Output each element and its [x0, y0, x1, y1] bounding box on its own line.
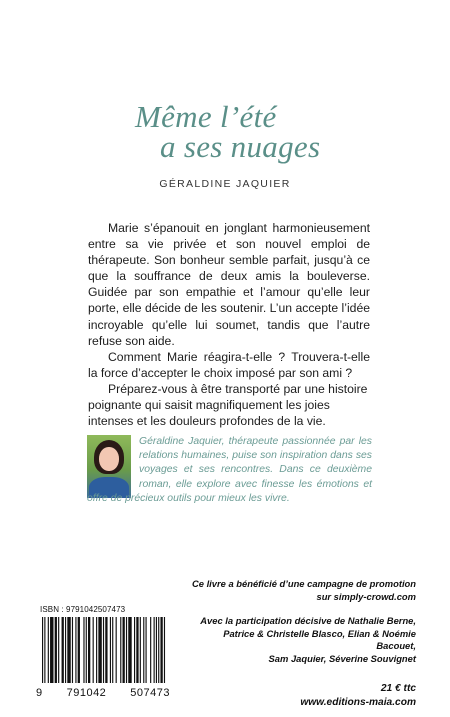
barcode-bar: [48, 617, 49, 683]
title-line-2: a ses nuages: [160, 129, 321, 164]
barcode-bar: [96, 617, 97, 683]
author-bio-text: Géraldine Jaquier, thérapeute passionnée par les relations humaines, puise son inspiration dans ses voyages et ses rencontres. Dans ce deuxième roman, elle explore avec finesse les émotions et offre de précieux outils pour mieux les vivre.: [87, 436, 372, 504]
barcode-bar: [110, 617, 111, 683]
barcode-bar: [140, 617, 141, 683]
participation-line-1: Avec la participation décisive de Nathalie Berne,: [200, 615, 416, 626]
barcode-bar: [86, 617, 87, 683]
barcode-bar: [158, 617, 159, 683]
barcode-bar: [42, 617, 43, 683]
barcode-bar: [150, 617, 151, 683]
promo-line-1: Ce livre a bénéficié d’une campagne de promotion: [191, 578, 416, 589]
barcode-bar: [126, 617, 127, 683]
barcode-bar: [72, 617, 73, 683]
barcode-bar: [93, 617, 94, 683]
barcode-bar: [58, 617, 59, 683]
promo-line-2: sur simply-crowd.com: [316, 590, 416, 602]
author-bio-section: [87, 435, 372, 505]
price-label: 21 € ttc: [380, 683, 416, 694]
synopsis-paragraph-3: Préparez-vous à être transporté par une histoire poignante qui saisit magnifiquement les joies intenses et les douleurs profondes de la vie.: [88, 381, 368, 429]
barcode-bar: [98, 617, 101, 683]
barcode-bar: [44, 617, 45, 683]
barcode-bar: [123, 617, 125, 683]
barcode-bars: [40, 617, 166, 687]
synopsis-paragraph-1: Marie s’épanouit en jonglant harmonieusement entre sa vie privée et son nouvel emploi de thérapeute. Son bonheur semble parfait, jusqu’à ce que la souffrance de deux amis la bouleverse. Guidée par son empathie et l’amour qu’elle leur porte, elle décide de les soutenir. L’un accepte l’idée incroyable qu’elle lui soumet, tandis que l’autre refuse son aide.: [88, 221, 370, 348]
barcode-bar: [88, 617, 90, 683]
barcode-bar: [105, 617, 107, 683]
barcode: [36, 617, 170, 701]
barcode-bar: [67, 617, 70, 683]
barcode-digits: [36, 687, 170, 699]
barcode-bar: [143, 617, 144, 683]
barcode-bar: [164, 617, 165, 683]
barcode-bar: [156, 617, 157, 683]
barcode-bar: [154, 617, 155, 683]
author-bio: [87, 435, 372, 506]
author-name: GÉRALDINE JAQUIER: [159, 178, 291, 190]
barcode-bar: [112, 617, 113, 683]
barcode-bar: [160, 617, 162, 683]
barcode-bar: [134, 617, 135, 683]
barcode-bar: [128, 617, 131, 683]
barcode-digit-group-1: 791042: [66, 687, 107, 699]
barcode-bar: [103, 617, 104, 683]
barcode-bar: [62, 617, 64, 683]
participation-line-3: Sam Jaquier, Séverine Souvignet: [268, 652, 416, 664]
barcode-bar: [136, 617, 138, 683]
barcode-bar: [65, 617, 66, 683]
barcode-bar: [146, 617, 147, 683]
barcode-bar: [55, 617, 57, 683]
barcode-bar: [50, 617, 53, 683]
publisher-website: www.editions-maia.com: [300, 697, 416, 708]
synopsis: [88, 220, 370, 429]
title-line-1: Même l’été: [135, 99, 277, 134]
participation-line-2: Patrice & Christelle Blasco, Elian & Noémie Bacouet,: [223, 627, 416, 652]
barcode-digit-prefix: 9: [36, 687, 43, 699]
isbn-label: ISBN : 9791042507473: [40, 605, 126, 614]
promo-notice: [186, 578, 416, 603]
barcode-bar: [75, 617, 76, 683]
barcode-bar: [116, 617, 117, 683]
barcode-digit-group-2: 507473: [130, 687, 170, 699]
barcode-bar: [78, 617, 80, 683]
synopsis-paragraph-2: Comment Marie réagira-t-elle ? Trouvera-t-elle la force d’accepter le choix imposé par son ami ?: [88, 349, 370, 380]
participation-credits: [186, 615, 416, 665]
barcode-bar: [120, 617, 121, 683]
barcode-bar: [83, 617, 84, 683]
